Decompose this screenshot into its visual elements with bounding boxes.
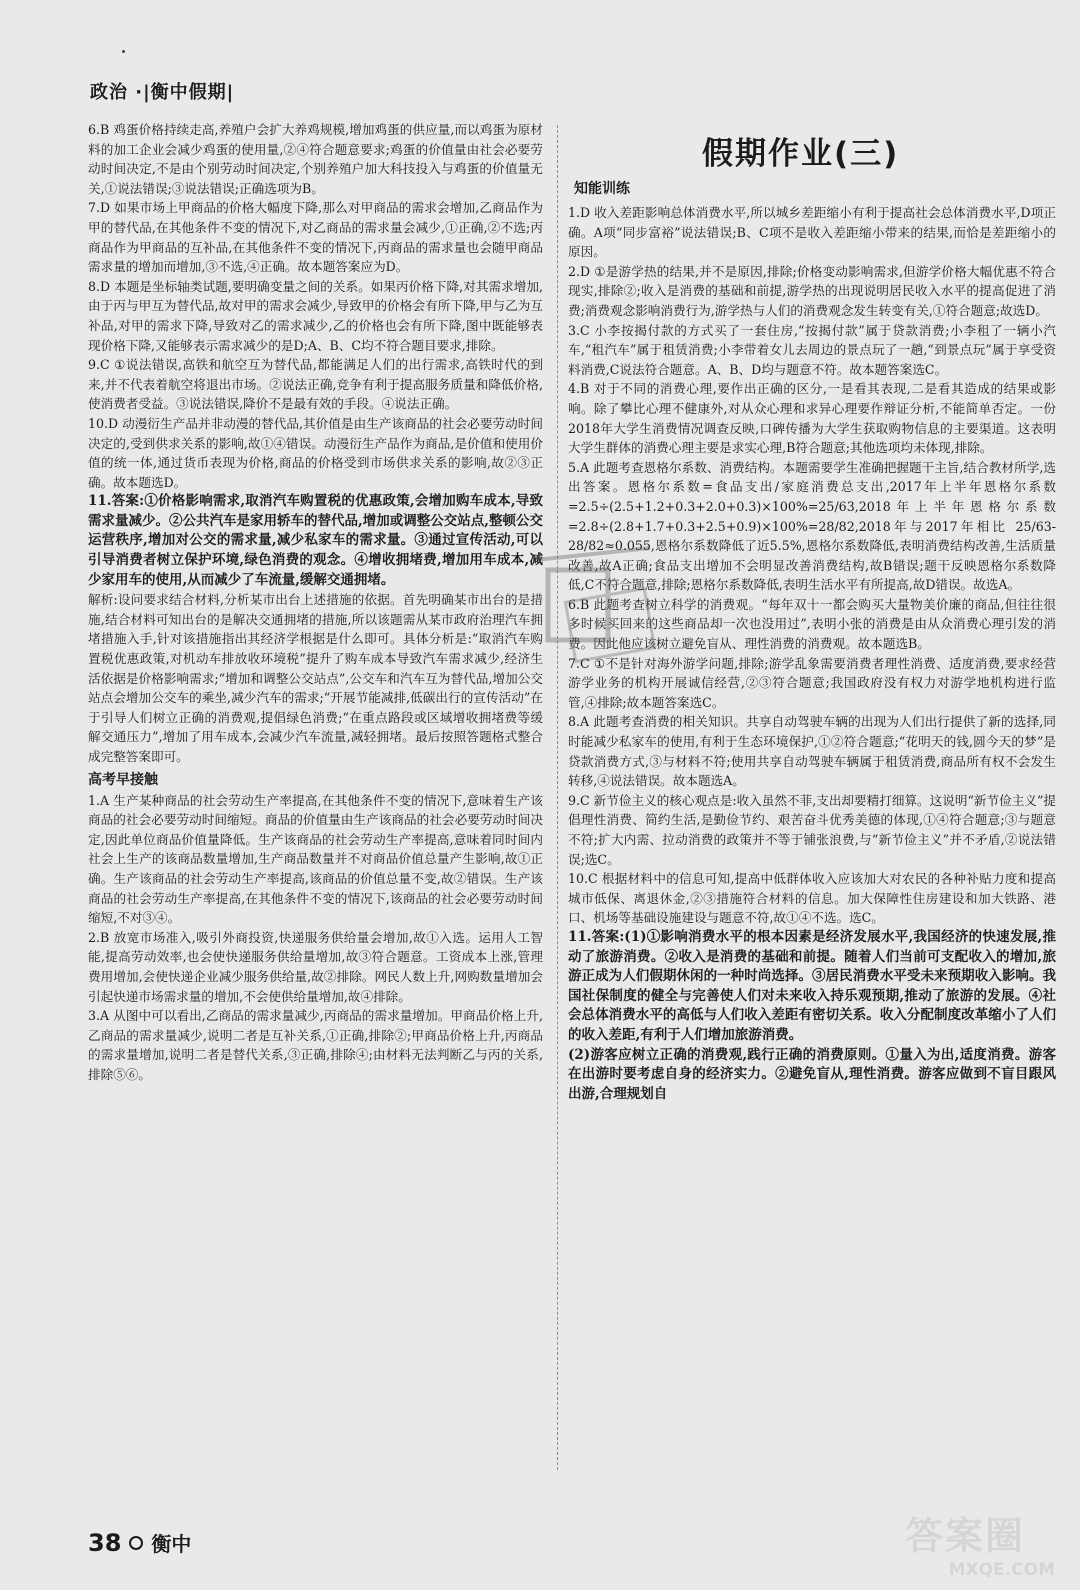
answer-item: 10.D 动漫衍生产品并非动漫的替代品,其价值是由生产该商品的社会必要劳动时间决定的,受到供求关系的影响,故①④错误。动漫衍生产品作为商品,是价值和使用价值的统一体,通过货币表现为价格,商品的价格受到市场供求关系的影响,故②③正确。故本题选D。	[88, 415, 543, 490]
answer-item: 5.A 此题考查恩格尔系数、消费结构。本题需要学生准确把握题干主旨,结合教材所学,选出答案。恩格尔系数=食品支出/家庭消费总支出,2017年上半年恩格尔系数=2.5÷(2.5+1.2+0.3+2.0+0.3)×100%=25/63,2018年上半年恩格尔系数=2.8÷(2.8+1.7+0.3+2.5+0.9)×100%=28/82,2018年与2017年相比 25/63-28/82≈0.055,恩格尔系数降低了近5.5%,恩格尔系数降低,表明消费结构改善,生活质量改善,故A正确;食品支出增加不会明显改善消费结构,故B错误;题干反映恩格尔系数降低,C不符合题意,排除;恩格尔系数降低,表明生活水平有所提高,故D错误。故选A。	[568, 459, 1056, 593]
column-divider	[557, 125, 558, 1470]
left-column	[88, 120, 543, 1085]
answer-item: 2.D ①是游学热的结果,并不是原因,排除;价格变动影响需求,但游学价格大幅优惠不符合现实,排除②;收入是消费的基础和前提,游学热的出现说明居民收入水平的提高促进了消费;消费观念影响消费行为,游学热与人们的消费观念发生转变有关,①符合题意;故选D。	[568, 263, 1056, 318]
gaokao-item: 2.B 放宽市场准入,吸引外商投资,快递服务供给量会增加,故①入选。运用人工智能,提高劳动效率,也会使快递服务供给量增加,故③符合题意。工资成本上涨,管理费用增加,会使快递企业减少服务供给量,故②排除。网民人数上升,网购数量增加会引起快递市场需求量的增加,不会使供给量增加,故④排除。	[88, 929, 543, 1004]
answer-item: 4.B 对于不同的消费心理,要作出正确的区分,一是看其表现,二是看其造成的结果或影响。除了攀比心理不健康外,对从众心理和求异心理要作辩证分析,不能简单否定。一份2018年大学生消费情况调查反映,口碑传播为大学生获取购物信息的主要渠道。这表明大学生群体的消费心理主要是求实心理,B符合题意;其他选项均未体现,排除。	[568, 381, 1056, 456]
answer-item-11-part2: (2)游客应树立正确的消费观,践行正确的消费原则。①量入为出,适度消费。游客在出游时要考虑自身的经济实力。②避免盲从,理性消费。游客应做到不盲目跟风出游,合理规划自	[568, 1046, 1056, 1102]
answer-item: 3.C 小李按揭付款的方式买了一套住房,“按揭付款”属于贷款消费;小李租了一辆小汽车,“租汽车”属于租赁消费;小李带着女儿去周边的景点玩了一趟,“到景点玩”属于享受资料消费,C说法符合题意。A、B、D均与题意不符。故本题答案选C。	[568, 322, 1056, 377]
page-footer	[88, 1528, 191, 1557]
watermark	[905, 1505, 1055, 1580]
answer-item: 9.C ①说法错误,高铁和航空互为替代品,都能满足人们的出行需求,高铁时代的到来,并不代表着航空将退出市场。②说法正确,竞争有利于提高服务质量和降低价格,使消费者受益。③说法错误,降价不是最有效的手段。④说法正确。	[88, 357, 543, 412]
answer-item: 6.B 此题考查树立科学的消费观。“每年双十一都会购买大量物美价廉的商品,但往往很多时候买回来的这些商品却一次也没用过”,表明小张的消费是由从众消费心理引发的消费。因此他应该树立避免盲从、理性消费的消费观。故本题选B。	[568, 596, 1056, 652]
answer-item-11: 11.答案:(1)①影响消费水平的根本因素是经济发展水平,我国经济的快速发展,推动了旅游消费。②收入是消费的基础和前提。随着人们当前可支配收入的增加,旅游正成为人们假期休闲的一种时尚选择。③居民消费水平受未来预期收入影响。我国社保制度的健全与完善使人们对未来收入持乐观预期,推动了旅游的发展。④社会总体消费水平的高低与人们收入差距有密切关系。收入分配制度改革缩小了人们的收入差距,有利于人们增加旅游消费。	[568, 928, 1056, 1043]
answer-item: 8.D 本题是坐标轴类试题,要明确变量之间的关系。如果丙价格下降,对其需求增加,由于丙与甲互为替代品,故对甲的需求会减少,导致甲的价格会有所下降,甲与乙为互补品,对甲的需求下降,导致对乙的需求减少,乙的价格也会有所下降,图中既能够表现价格下降,又能够表示需求减少的是D;A、B、C均不符合题目要求,排除。	[88, 278, 543, 353]
answer-item-11: 11.答案:①价格影响需求,取消汽车购置税的优惠政策,会增加购车成本,导致需求量减少。②公共汽车是家用轿车的替代品,增加或调整公交站点,整顿公交运营秩序,增加对公交的需求量,减少私家车的需求量。③通过宣传活动,可以引导消费者树立保护环境,绿色消费的观念。④增收拥堵费,增加用车成本,减少家用车的使用,从而减少了车流量,缓解交通拥堵。	[88, 493, 543, 588]
running-header: 政治 ·|衡中假期|	[90, 82, 235, 103]
section-heading-gaokao: 高考早接触	[88, 771, 158, 788]
answer-item: 9.C 新节俭主义的核心观点是:收入虽然不菲,支出却要精打细算。这说明“新节俭主义”提倡理性消费、简约生活,是勤俭节约、艰苦奋斗优秀美德的体现,①④符合题意;③与题意不符;扩大内需、拉动消费的政策并不等于铺张浪费,与“新节俭主义”并不矛盾,②说法错误;选C。	[568, 792, 1056, 867]
speck	[122, 50, 125, 53]
answer-item: 6.B 鸡蛋价格持续走高,养殖户会扩大养鸡规模,增加鸡蛋的供应量,而以鸡蛋为原材料的加工企业会减少鸡蛋的使用量,②④符合题意要求;鸡蛋的价值量由社会必要劳动时间决定,不是由个别劳动时间决定,个别养殖户加大科技投入与鸡蛋的价值量无关,①说法错误;③说法错误;正确选项为B。	[88, 122, 543, 196]
assignment-title: 假期作业(三)	[702, 136, 900, 172]
answer-item: 7.C ①不是针对海外游学问题,排除;游学乱象需要消费者理性消费、适度消费,要求经营游学业务的机构开展诚信经营,②③符合题意;我国政府没有权力对游学地机构进行监管,④排除;故本题答案选C。	[568, 655, 1056, 710]
footer-brand: 衡中	[151, 1532, 192, 1556]
answer-item: 8.A 此题考查消费的相关知识。共享自动驾驶车辆的出现为人们出行提供了新的选择,同时能减少私家车的使用,有利于生态环境保护,①②符合题意;“花明天的钱,圆今天的梦”是贷款消费方式,③与材料不符;使用共享自动驾驶车辆属于租赁消费,商品所有权不会发生转移,④说法错误。故本题选A。	[568, 714, 1056, 789]
answer-item: 1.D 收入差距影响总体消费水平,所以城乡差距缩小有利于提高社会总体消费水平,D项正确。A项“同步富裕”说法错误;B、C项不是收入差距缩小带来的结果,而恰是差距缩小的原因。	[568, 205, 1056, 260]
gaokao-item: 1.A 生产某种商品的社会劳动生产率提高,在其他条件不变的情况下,意味着生产该商品的社会必要劳动时间缩短。商品的价值量由生产该商品的社会必要劳动时间决定,因此单位商品价值量降低。生产该商品的社会劳动生产率提高,意味着同时间内社会上生产的该商品数量增加,生产商品数量并不对商品价值总量产生影响,故①正确。生产该商品的社会劳动生产率提高,该商品的价值总量不变,故②错误。生产该商品的社会劳动生产率提高,在其他条件不变的情况下,该商品的社会必要劳动时间缩短,不对③④。	[88, 792, 543, 926]
circle-icon	[129, 1536, 143, 1550]
answer-item: 10.C 根据材料中的信息可知,提高中低群体收入应该加大对农民的各种补贴力度和提高城市低保、离退休金,②③措施符合材料的信息。加大保障性住房建设和加大铁路、港口、机场等基础设施建设与题意不符,故①④不选。选C。	[568, 871, 1056, 926]
watermark-logo: 答案圈	[905, 1514, 1026, 1558]
section-heading-training: 知能训练	[574, 181, 630, 197]
analysis-11: 解析:设问要求结合材料,分析某市出台上述措施的依据。首先明确某市出台的是措施,结合材料可知出台的是解决交通拥堵的措施,所以该题需从某市政府治理汽车拥堵措施入手,针对该措施指出其经济学根据是什么即可。具体分析是:“取消汽车购置税优惠政策,对机动车排放收环境税”提升了购车成本导致汽车需求减少,经济生活依据是价格影响需求;“增加和调整公交站点”,公交车和汽车互为替代品,增加公交站点会增加公交车的乘坐,减少汽车的需求;“开展节能减排,低碳出行的宣传活动”在于引导人们树立正确的消费观,提倡绿色消费;“在重点路段或区域增收拥堵费等缓解交通压力”,增加了用车成本,会减少汽车流量,减轻拥堵。最后按照答题格式整合成完整答案即可。	[88, 592, 543, 764]
stamp-mark	[530, 540, 660, 670]
page-number: 38	[88, 1528, 122, 1557]
gaokao-item: 3.A 从图中可以看出,乙商品的需求量减少,丙商品的需求量增加。甲商品价格上升,乙商品的需求量减少,说明二者是互补关系,①正确,排除②;甲商品价格上升,丙商品的需求量增加,说明二者是替代关系,③正确,排除④;由材料无法判断乙与丙的关系,排除⑤⑥。	[88, 1008, 543, 1082]
answer-item: 7.D 如果市场上甲商品的价格大幅度下降,那么对甲商品的需求会增加,乙商品作为甲的替代品,在其他条件不变的情况下,对乙商品的需求量会减少,①正确,②不选;丙商品作为甲商品的互补品,在其他条件不变的情况下,丙商品的需求量也会随甲商品需求量的增加而增加,③不选,④正确。故本题答案应为D。	[88, 200, 543, 275]
watermark-url: MXQE.COM	[948, 1560, 1055, 1580]
